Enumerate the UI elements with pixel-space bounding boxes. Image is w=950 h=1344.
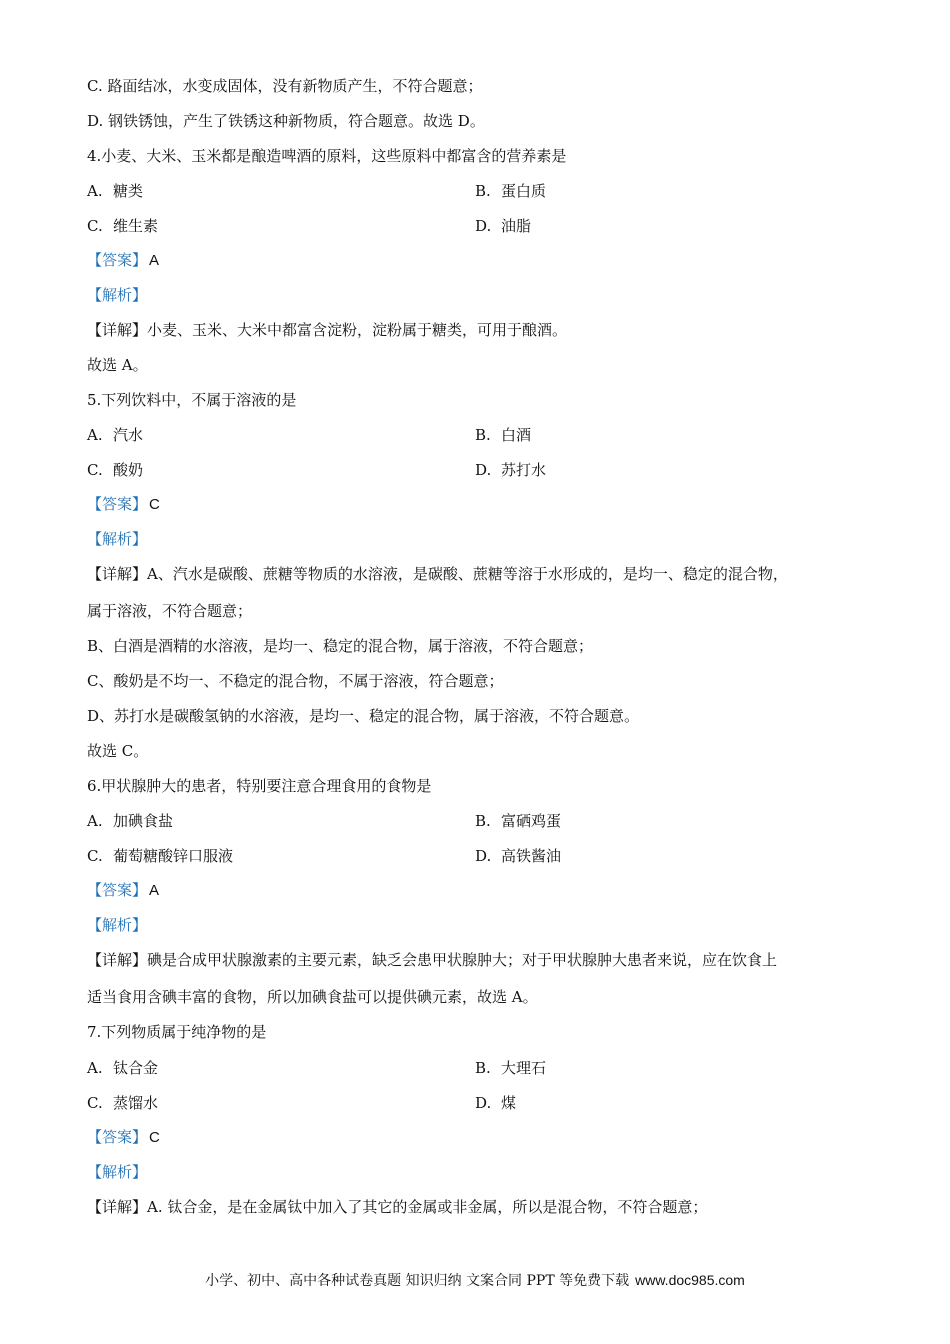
q7-option-c: C. 蒸馏水 (87, 1094, 159, 1112)
q5-option-b: B. 白酒 (475, 426, 532, 444)
q5-option-d: D. 苏打水 (475, 461, 547, 479)
q4-conclusion: 故选 A。 (87, 356, 148, 374)
q4-option-b: B. 蛋白质 (475, 182, 547, 200)
q6-stem: 6.甲状腺肿大的患者，特别要注意合理食用的食物是 (87, 777, 432, 795)
q5-option-a: A. 汽水 (87, 426, 144, 444)
q7-analysis-label: 【解析】 (87, 1163, 148, 1181)
q7-answer: 【答案】 C (87, 1128, 160, 1146)
q5-detail-line-1: 【详解】A、汽水是碳酸、蔗糖等物质的水溶液，是碳酸、蔗糖等溶于水形成的，是均一、稳定的混合物， (87, 565, 788, 583)
q6-analysis-label: 【解析】 (87, 916, 148, 934)
q4-option-a: A. 糖类 (87, 182, 144, 200)
footer-link[interactable]: www.doc985.com (635, 1272, 745, 1288)
q5-detail-d: D、苏打水是碳酸氢钠的水溶液，是均一、稳定的混合物，属于溶液，不符合题意。 (87, 707, 640, 725)
q5-detail-c: C、酸奶是不均一、不稳定的混合物，不属于溶液，符合题意； (87, 672, 504, 690)
q6-detail-line-1: 【详解】碘是合成甲状腺激素的主要元素，缺乏会患甲状腺肿大；对于甲状腺肿大患者来说，应在饮食上 (87, 951, 778, 969)
q6-option-d: D. 高铁酱油 (475, 847, 562, 865)
q4-detail: 【详解】小麦、玉米、大米中都富含淀粉，淀粉属于糖类，可用于酿酒。 (87, 321, 568, 339)
q4-answer: 【答案】 A (87, 251, 160, 269)
q7-stem: 7.下列物质属于纯净物的是 (87, 1023, 267, 1041)
q5-answer: 【答案】 C (87, 495, 160, 513)
q5-analysis-label: 【解析】 (87, 530, 148, 548)
q3-option-d-explanation: D. 钢铁锈蚀，产生了铁锈这种新物质，符合题意。故选 D。 (87, 112, 485, 130)
q6-answer: 【答案】 A (87, 881, 160, 899)
footer-text: 小学、初中、高中各种试卷真题 知识归纳 文案合同 PPT 等免费下载 (205, 1273, 630, 1289)
q4-stem: 4.小麦、大米、玉米都是酿造啤酒的原料，这些原料中都富含的营养素是 (87, 147, 567, 165)
q6-option-c: C. 葡萄糖酸锌口服液 (87, 847, 234, 865)
q4-analysis-label: 【解析】 (87, 286, 148, 304)
q5-stem: 5.下列饮料中，不属于溶液的是 (87, 391, 297, 409)
q7-option-b: B. 大理石 (475, 1059, 547, 1077)
q4-option-c: C. 维生素 (87, 217, 159, 235)
q6-detail-line-2: 适当食用含碘丰富的食物，所以加碘食盐可以提供碘元素，故选 A。 (87, 988, 538, 1006)
q5-detail-b: B、白酒是酒精的水溶液，是均一、稳定的混合物，属于溶液，不符合题意； (87, 637, 594, 655)
page-footer (0, 1270, 950, 1290)
q4-option-d: D. 油脂 (475, 217, 532, 235)
q5-conclusion: 故选 C。 (87, 742, 149, 760)
q7-detail: 【详解】A. 钛合金，是在金属钛中加入了其它的金属或非金属，所以是混合物，不符合题意； (87, 1198, 708, 1216)
q6-option-a: A. 加碘食盐 (87, 812, 174, 830)
q5-option-c: C. 酸奶 (87, 461, 144, 479)
q7-option-d: D. 煤 (475, 1094, 517, 1112)
q3-option-c-explanation: C. 路面结冰，水变成固体，没有新物质产生，不符合题意； (87, 77, 483, 95)
q7-option-a: A. 钛合金 (87, 1059, 159, 1077)
q6-option-b: B. 富硒鸡蛋 (475, 812, 562, 830)
q5-detail-line-2: 属于溶液，不符合题意； (87, 602, 253, 620)
